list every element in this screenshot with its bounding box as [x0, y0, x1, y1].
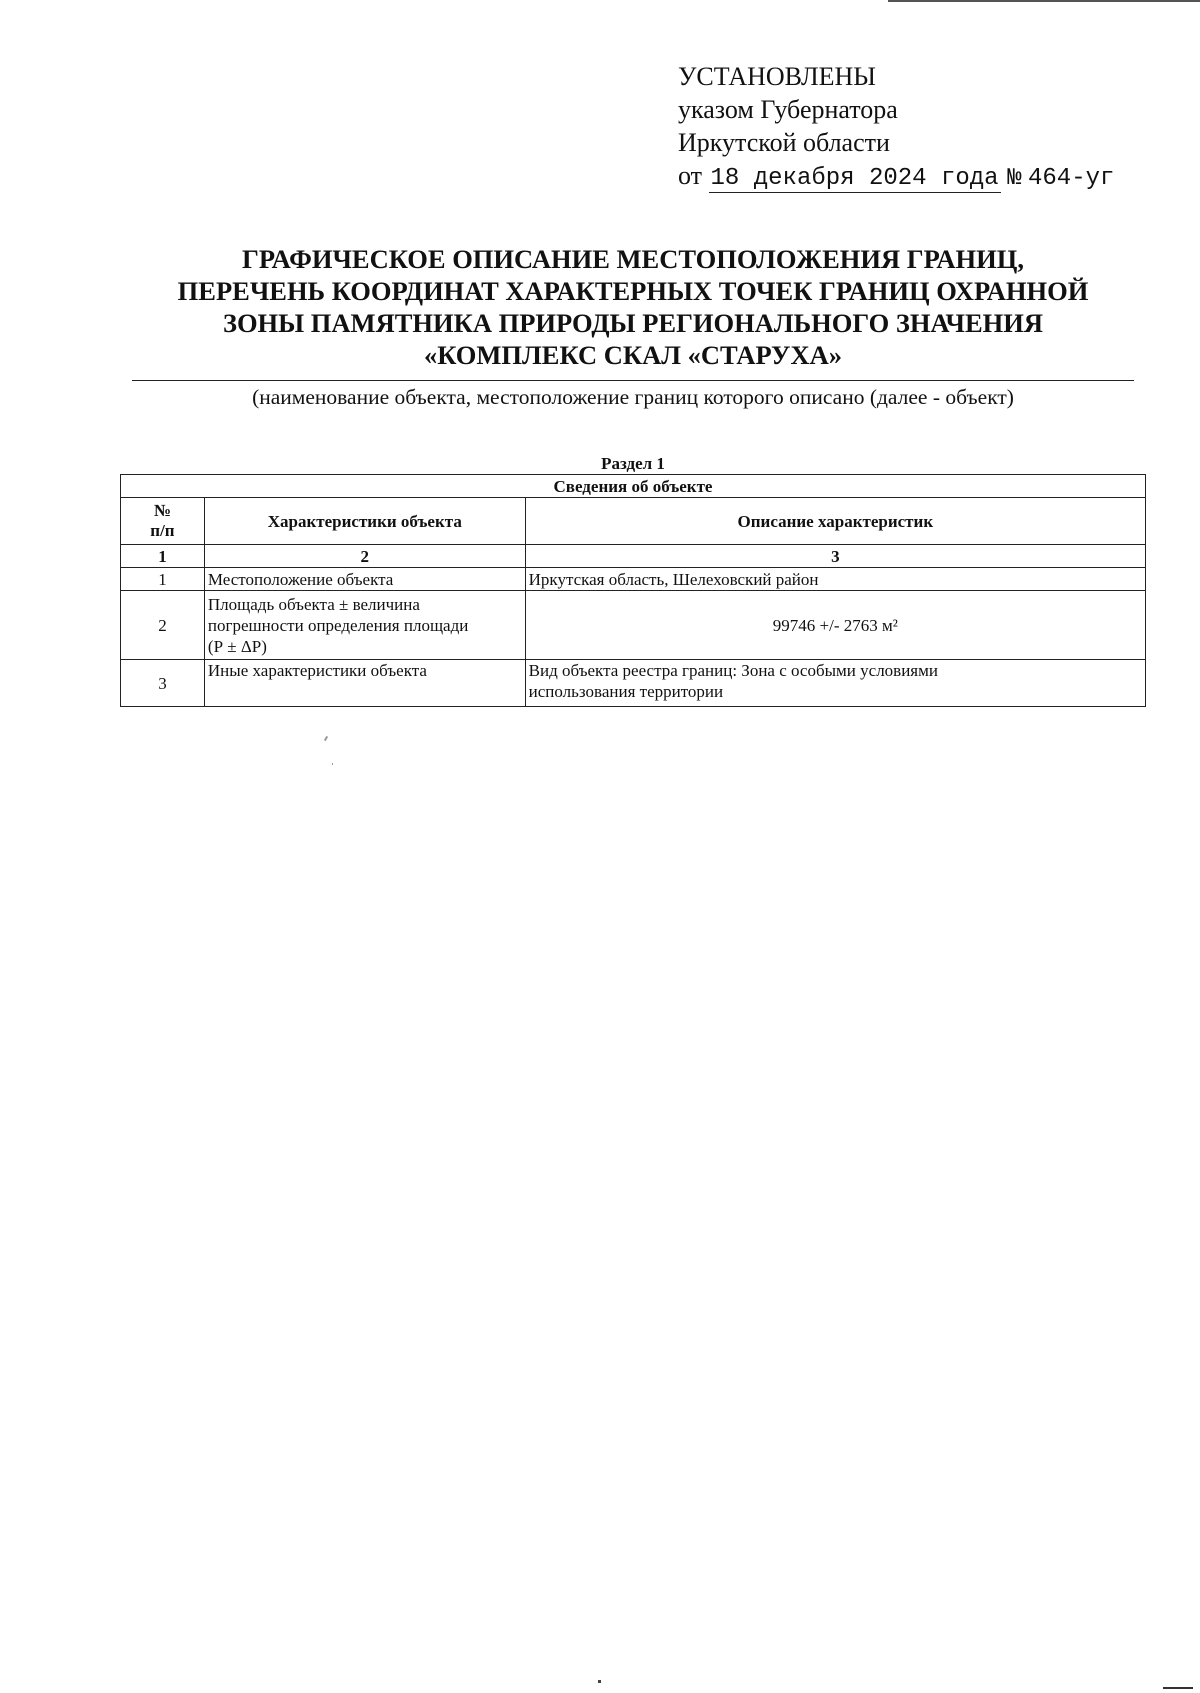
row-description [525, 568, 1145, 591]
title-underline [132, 380, 1134, 381]
approval-date-line [678, 159, 1114, 195]
section-label: Раздел 1 [601, 454, 665, 473]
approval-line-2: указом Губернатора [678, 95, 898, 124]
column-number: 1 [121, 545, 205, 568]
document-title-line-4: «КОМПЛЕКС СКАЛ «СТАРУХА» [423, 340, 843, 370]
row-num: 1 [121, 568, 205, 591]
scan-speck [324, 736, 328, 741]
header-description: Описание характеристик [525, 498, 1145, 545]
header-num [121, 498, 205, 545]
table-title: Сведения об объекте [121, 475, 1146, 498]
scan-speck [332, 763, 333, 765]
object-info-table [120, 474, 1146, 707]
table-title-row [121, 475, 1146, 498]
row-num: 2 [121, 591, 205, 660]
column-number: 3 [525, 545, 1145, 568]
row-characteristic-line: Местоположение объекта [207, 569, 394, 589]
row-characteristic [204, 591, 525, 660]
table-row [121, 660, 1146, 707]
row-num: 3 [121, 660, 205, 707]
row-characteristic-line: Иные характеристики объекта [207, 661, 427, 680]
top-scan-rule [888, 0, 1200, 2]
table-row [121, 591, 1146, 660]
row-description-line: использования территории [528, 682, 724, 701]
row-characteristic [204, 660, 525, 707]
row-characteristic [204, 568, 525, 591]
row-description-line: Вид объекта реестра границ: Зона с особыми условиями [528, 661, 938, 680]
column-number: 2 [204, 545, 525, 568]
row-description [525, 660, 1145, 707]
approval-number-sign: № [1007, 165, 1022, 192]
approval-number: 464-уг [1027, 165, 1115, 192]
row-description [525, 591, 1145, 660]
document-title-line-2: ПЕРЕЧЕНЬ КООРДИНАТ ХАРАКТЕРНЫХ ТОЧЕК ГРАНИЦ ОХРАННОЙ [177, 276, 1089, 306]
object-name-caption: (наименование объекта, местоположение границ которого описано (далее - объект) [252, 385, 1014, 409]
column-number-row [121, 545, 1146, 568]
header-num-line-1: № [153, 501, 171, 520]
row-description-line: 99746 +/- 2763 м² [772, 615, 898, 635]
document-title [120, 243, 1146, 371]
scan-edge-mark [1163, 1687, 1193, 1689]
table-header-row [121, 498, 1146, 545]
approval-date-prefix: от [678, 161, 703, 190]
row-characteristic-line: (Р ± ΔР) [207, 636, 267, 656]
approval-stamp [678, 60, 1114, 195]
approval-date: 18 декабря 2024 года [710, 165, 999, 192]
approval-line-3: Иркутской области [678, 128, 890, 157]
header-num-line-2: п/п [150, 521, 175, 540]
row-characteristic-line: погрешности определения площади [207, 615, 469, 635]
approval-line-1: УСТАНОВЛЕНЫ [678, 62, 876, 91]
table-row [121, 568, 1146, 591]
header-characteristic: Характеристики объекта [204, 498, 525, 545]
document-title-line-1: ГРАФИЧЕСКОЕ ОПИСАНИЕ МЕСТОПОЛОЖЕНИЯ ГРАНИЦ, [241, 244, 1025, 274]
scan-speck [598, 1680, 601, 1683]
document-title-line-3: ЗОНЫ ПАМЯТНИКА ПРИРОДЫ РЕГИОНАЛЬНОГО ЗНАЧЕНИЯ [222, 308, 1044, 338]
row-characteristic-line: Площадь объекта ± величина [207, 594, 420, 614]
row-description-line: Иркутская область, Шелеховский район [528, 569, 819, 589]
